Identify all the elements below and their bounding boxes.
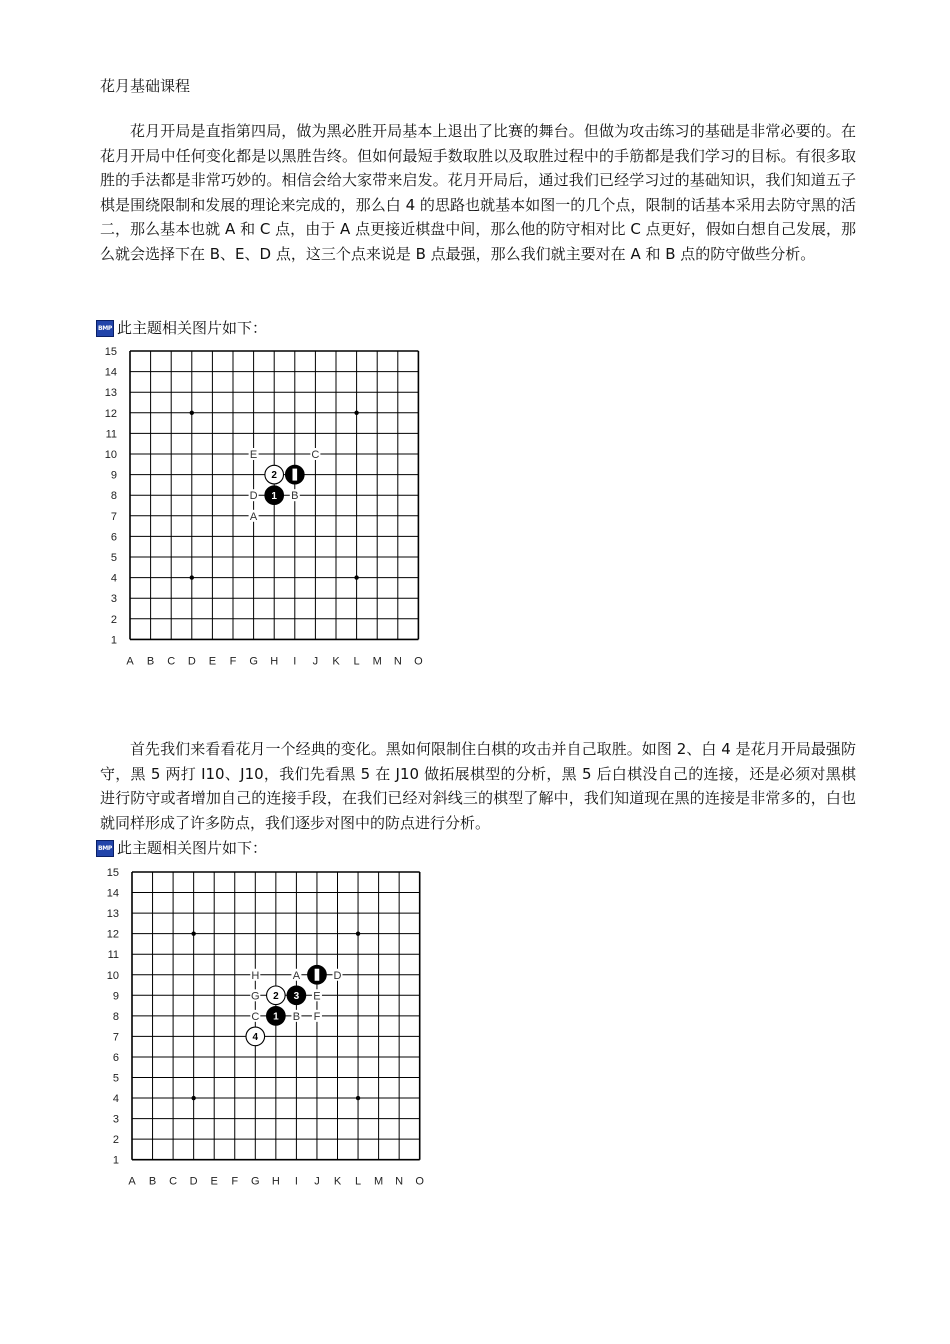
bmp-file-icon: BMP	[96, 840, 114, 857]
row-label: 9	[112, 990, 119, 1003]
row-label: 8	[110, 490, 117, 503]
row-label: 4	[112, 1093, 119, 1106]
column-label: K	[333, 1175, 342, 1188]
column-label: G	[249, 655, 258, 668]
row-label: 12	[106, 928, 119, 941]
star-point	[190, 575, 194, 579]
row-label: 11	[105, 428, 117, 441]
row-label: 3	[110, 593, 117, 606]
point-mark-label: A	[249, 510, 258, 523]
row-label: 4	[110, 572, 117, 585]
column-label: G	[251, 1175, 260, 1188]
intro-paragraph: 花月开局是直指第四局，做为黑必胜开局基本上退出了比赛的舞台。但做为攻击练习的基础是非常必要的。在花月开局中任何变化都是以黑胜告终。但如何最短手数取胜以及取胜过程中的手筋都是我们学习的目标。有很多取胜的手法都是非常巧妙的。相信会给大家带来启发。花月开局后，通过我们已经学习过的基础知识，我们知道五子棋是围绕限制和发展的理论来完成的，那么白 4 的思路也就基本如图一的几个点，限制的话基本采用去防守黑的活二，那么基本也就 A 和 C 点，由于 A 点更接近棋盘中间，那么他的防守相对比 C 点更好，假如白想自己发展，那么就会选择下在 B、E、D 点，这三个点来说是 B 点最强，那么我们就主要对在 A 和 B 点的防守做些分析。	[100, 122, 856, 263]
row-label: 13	[106, 908, 119, 921]
bmp-file-icon: BMP	[96, 320, 114, 337]
row-label: 11	[107, 949, 119, 962]
point-mark-label: E	[249, 449, 258, 461]
column-label: I	[294, 1175, 298, 1188]
column-label: I	[293, 655, 297, 668]
column-label: B	[146, 655, 155, 668]
point-mark-label: H	[251, 969, 260, 982]
column-label: J	[314, 1175, 320, 1188]
column-label: A	[126, 655, 134, 668]
column-label: F	[231, 1175, 239, 1188]
star-point	[356, 931, 360, 935]
row-label: 2	[110, 613, 117, 626]
row-label: 10	[106, 969, 119, 982]
column-label: C	[169, 1175, 178, 1188]
point-mark-label: E	[313, 990, 321, 1003]
point-mark-label: G	[251, 990, 260, 1003]
stone-number: 1	[273, 1011, 279, 1023]
column-label: E	[210, 1175, 218, 1188]
last-move-marker	[293, 469, 298, 481]
stone-number: 4	[252, 1032, 259, 1043]
star-point	[191, 1096, 195, 1100]
caption-text: 此主题相关图片如下：	[117, 319, 268, 337]
column-label: M	[374, 1175, 384, 1188]
point-mark-label: A	[292, 969, 301, 982]
stone-number: 2	[271, 470, 277, 482]
column-label: M	[372, 655, 382, 668]
row-label: 12	[104, 407, 117, 420]
star-point	[190, 411, 194, 415]
point-mark-label: C	[311, 449, 320, 461]
document-title: 花月基础课程	[100, 77, 191, 95]
board-svg	[90, 340, 430, 670]
gomoku-board-1	[90, 340, 430, 670]
board-svg	[90, 860, 435, 1195]
row-label: 13	[104, 387, 117, 400]
point-mark-label: D	[249, 490, 258, 503]
column-label: D	[187, 655, 196, 668]
row-label: 5	[112, 1072, 119, 1085]
column-label: O	[415, 1175, 424, 1188]
analysis-paragraph: 首先我们来看看花月一个经典的变化。黑如何限制住白棋的攻击并自己取胜。如图 2、白 4 是花月开局最强防守，黑 5 两打 I10、J10，我们先看黑 5 在 J10 做拓展棋型的分析，黑 5 后白棋没自己的连接，还是必须对黑棋进行防守或者增加自己的连接手段，在我们已经对斜线三的棋型了解中，我们知道现在黑的连接是非常多的，白也就同样形成了许多防点，我们逐步对图中的防点进行分析。	[100, 740, 856, 832]
row-label: 14	[104, 366, 117, 379]
column-label: L	[354, 1175, 362, 1188]
stone-number: 1	[271, 490, 277, 502]
row-label: 6	[110, 531, 117, 544]
column-label: L	[353, 655, 360, 668]
star-point	[354, 411, 358, 415]
stone-number: 3	[293, 990, 300, 1002]
row-label: 9	[110, 469, 117, 482]
point-mark-label: F	[313, 1010, 321, 1023]
image-caption-2	[96, 838, 267, 858]
column-label: H	[271, 1175, 280, 1188]
row-label: 5	[110, 552, 117, 564]
column-label: C	[167, 655, 176, 668]
column-label: N	[395, 1175, 404, 1188]
column-label: N	[393, 655, 402, 668]
caption-text: 此主题相关图片如下：	[117, 839, 268, 857]
column-label: F	[229, 655, 237, 668]
gomoku-board-2	[90, 860, 435, 1195]
image-caption-1	[96, 318, 267, 338]
star-point	[356, 1096, 360, 1100]
row-label: 3	[112, 1113, 119, 1126]
column-label: O	[414, 655, 423, 668]
point-mark-label: B	[292, 1010, 301, 1023]
row-label: 15	[106, 867, 119, 879]
star-point	[354, 575, 358, 579]
row-label: 6	[112, 1051, 119, 1064]
column-label: D	[189, 1175, 198, 1188]
row-label: 14	[106, 887, 119, 900]
row-label: 1	[110, 634, 117, 647]
row-label: 10	[104, 449, 117, 461]
row-label: 8	[112, 1010, 119, 1023]
point-mark-label: D	[333, 969, 342, 982]
row-label: 1	[112, 1154, 119, 1167]
column-label: B	[148, 1175, 157, 1188]
column-label: K	[332, 655, 340, 668]
star-point	[191, 931, 195, 935]
row-label: 15	[104, 346, 117, 358]
column-label: A	[128, 1175, 136, 1188]
column-label: J	[312, 655, 319, 668]
last-move-marker	[315, 969, 320, 981]
stone-number: 2	[273, 990, 279, 1002]
row-label: 7	[110, 510, 117, 523]
row-label: 7	[112, 1031, 119, 1044]
column-label: H	[270, 655, 279, 668]
point-mark-label: C	[251, 1010, 260, 1023]
row-label: 2	[112, 1134, 119, 1147]
point-mark-label: B	[291, 490, 299, 503]
column-label: E	[208, 655, 217, 668]
